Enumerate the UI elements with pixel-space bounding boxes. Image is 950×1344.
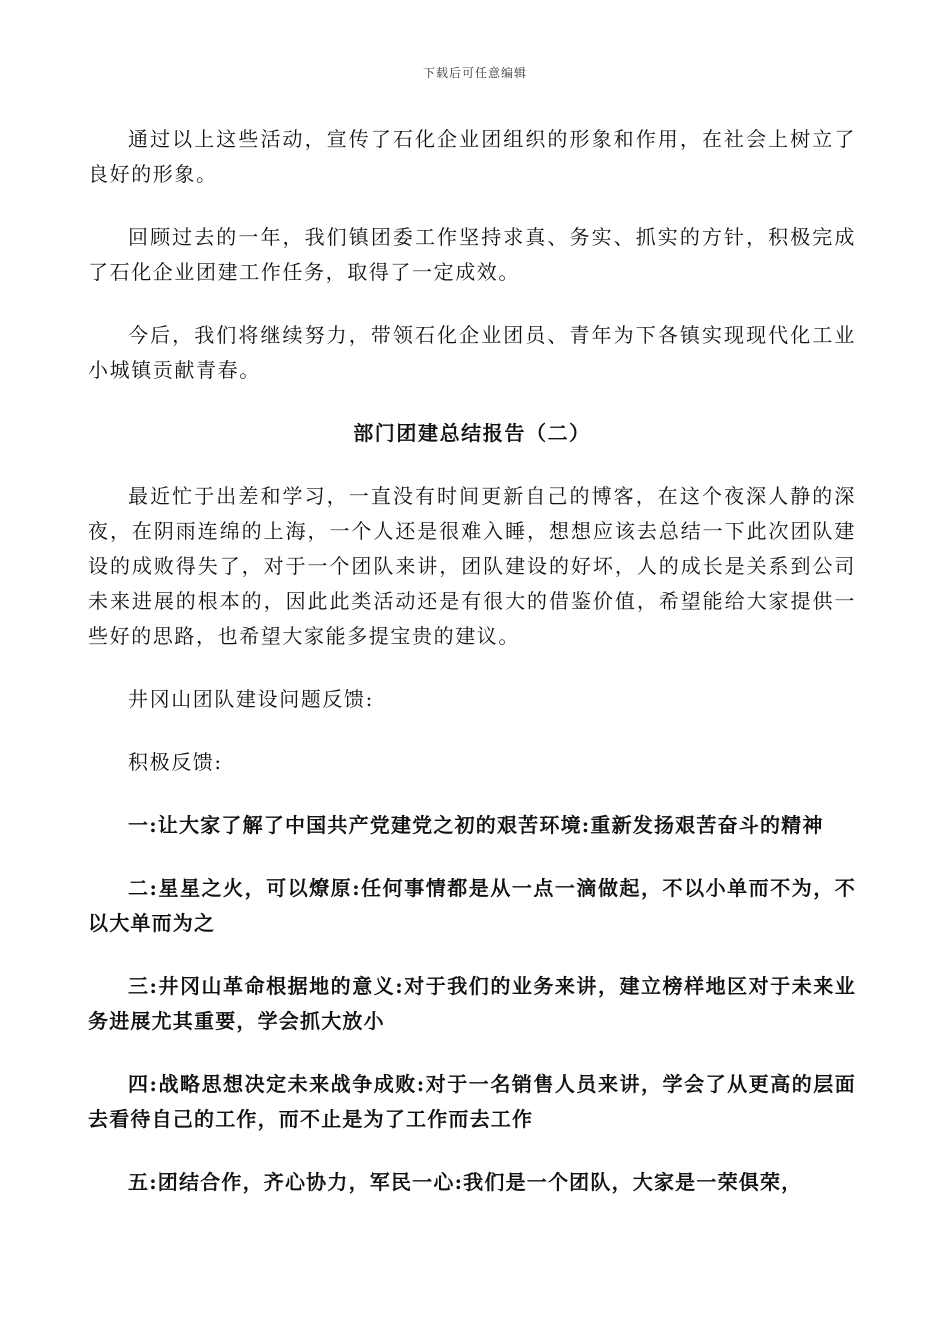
feedback-item-1: 一:让大家了解了中国共产党建党之初的艰苦环境:重新发扬艰苦奋斗的精神	[128, 813, 824, 837]
paragraph-positive-feedback: 积极反馈:	[128, 750, 223, 774]
feedback-item-5: 五:团结合作，齐心协力，军民一心:我们是一个团队，大家是一荣俱荣，	[128, 1170, 803, 1194]
section-heading: 部门团建总结报告（二）	[353, 421, 591, 445]
feedback-item-3: 三:井冈山革命根据地的意义:对于我们的业务来讲，建立榜样地区对于未来业务进展尤其重要，学会抓大放小	[88, 974, 856, 1033]
paragraph-feedback-title: 井冈山团队建设问题反馈:	[128, 687, 374, 711]
document-body	[88, 122, 856, 1228]
paragraph-activities-summary: 通过以上这些活动，宣传了石化企业团组织的形象和作用，在社会上树立了良好的形象。	[88, 127, 856, 186]
page-header: 下载后可任意编辑	[422, 66, 527, 80]
feedback-item-2: 二:星星之火，可以燎原:任何事情都是从一点一滴做起，不以小单而不为，不以大单而为之	[88, 876, 856, 935]
paragraph-year-review: 回顾过去的一年，我们镇团委工作坚持求真、务实、抓实的方针，积极完成了石化企业团建工作任务，取得了一定成效。	[88, 225, 856, 284]
paragraph-future-plan: 今后，我们将继续努力，带领石化企业团员、青年为下各镇实现现代化工业小城镇贡献青春。	[88, 323, 856, 382]
paragraph-intro: 最近忙于出差和学习，一直没有时间更新自己的博客，在这个夜深人静的深夜，在阴雨连绵的上海，一个人还是很难入睡，想想应该去总结一下此次团队建设的成败得失了，对于一个团队来讲，团队建设的好坏，人的成长是关系到公司未来进展的根本的，因此此类活动还是有很大的借鉴价值，希望能给大家提供一些好的思路，也希望大家能多提宝贵的建议。	[88, 484, 856, 648]
feedback-item-4: 四:战略思想决定未来战争成败:对于一名销售人员来讲，学会了从更高的层面去看待自己的工作，而不止是为了工作而去工作	[88, 1072, 856, 1131]
